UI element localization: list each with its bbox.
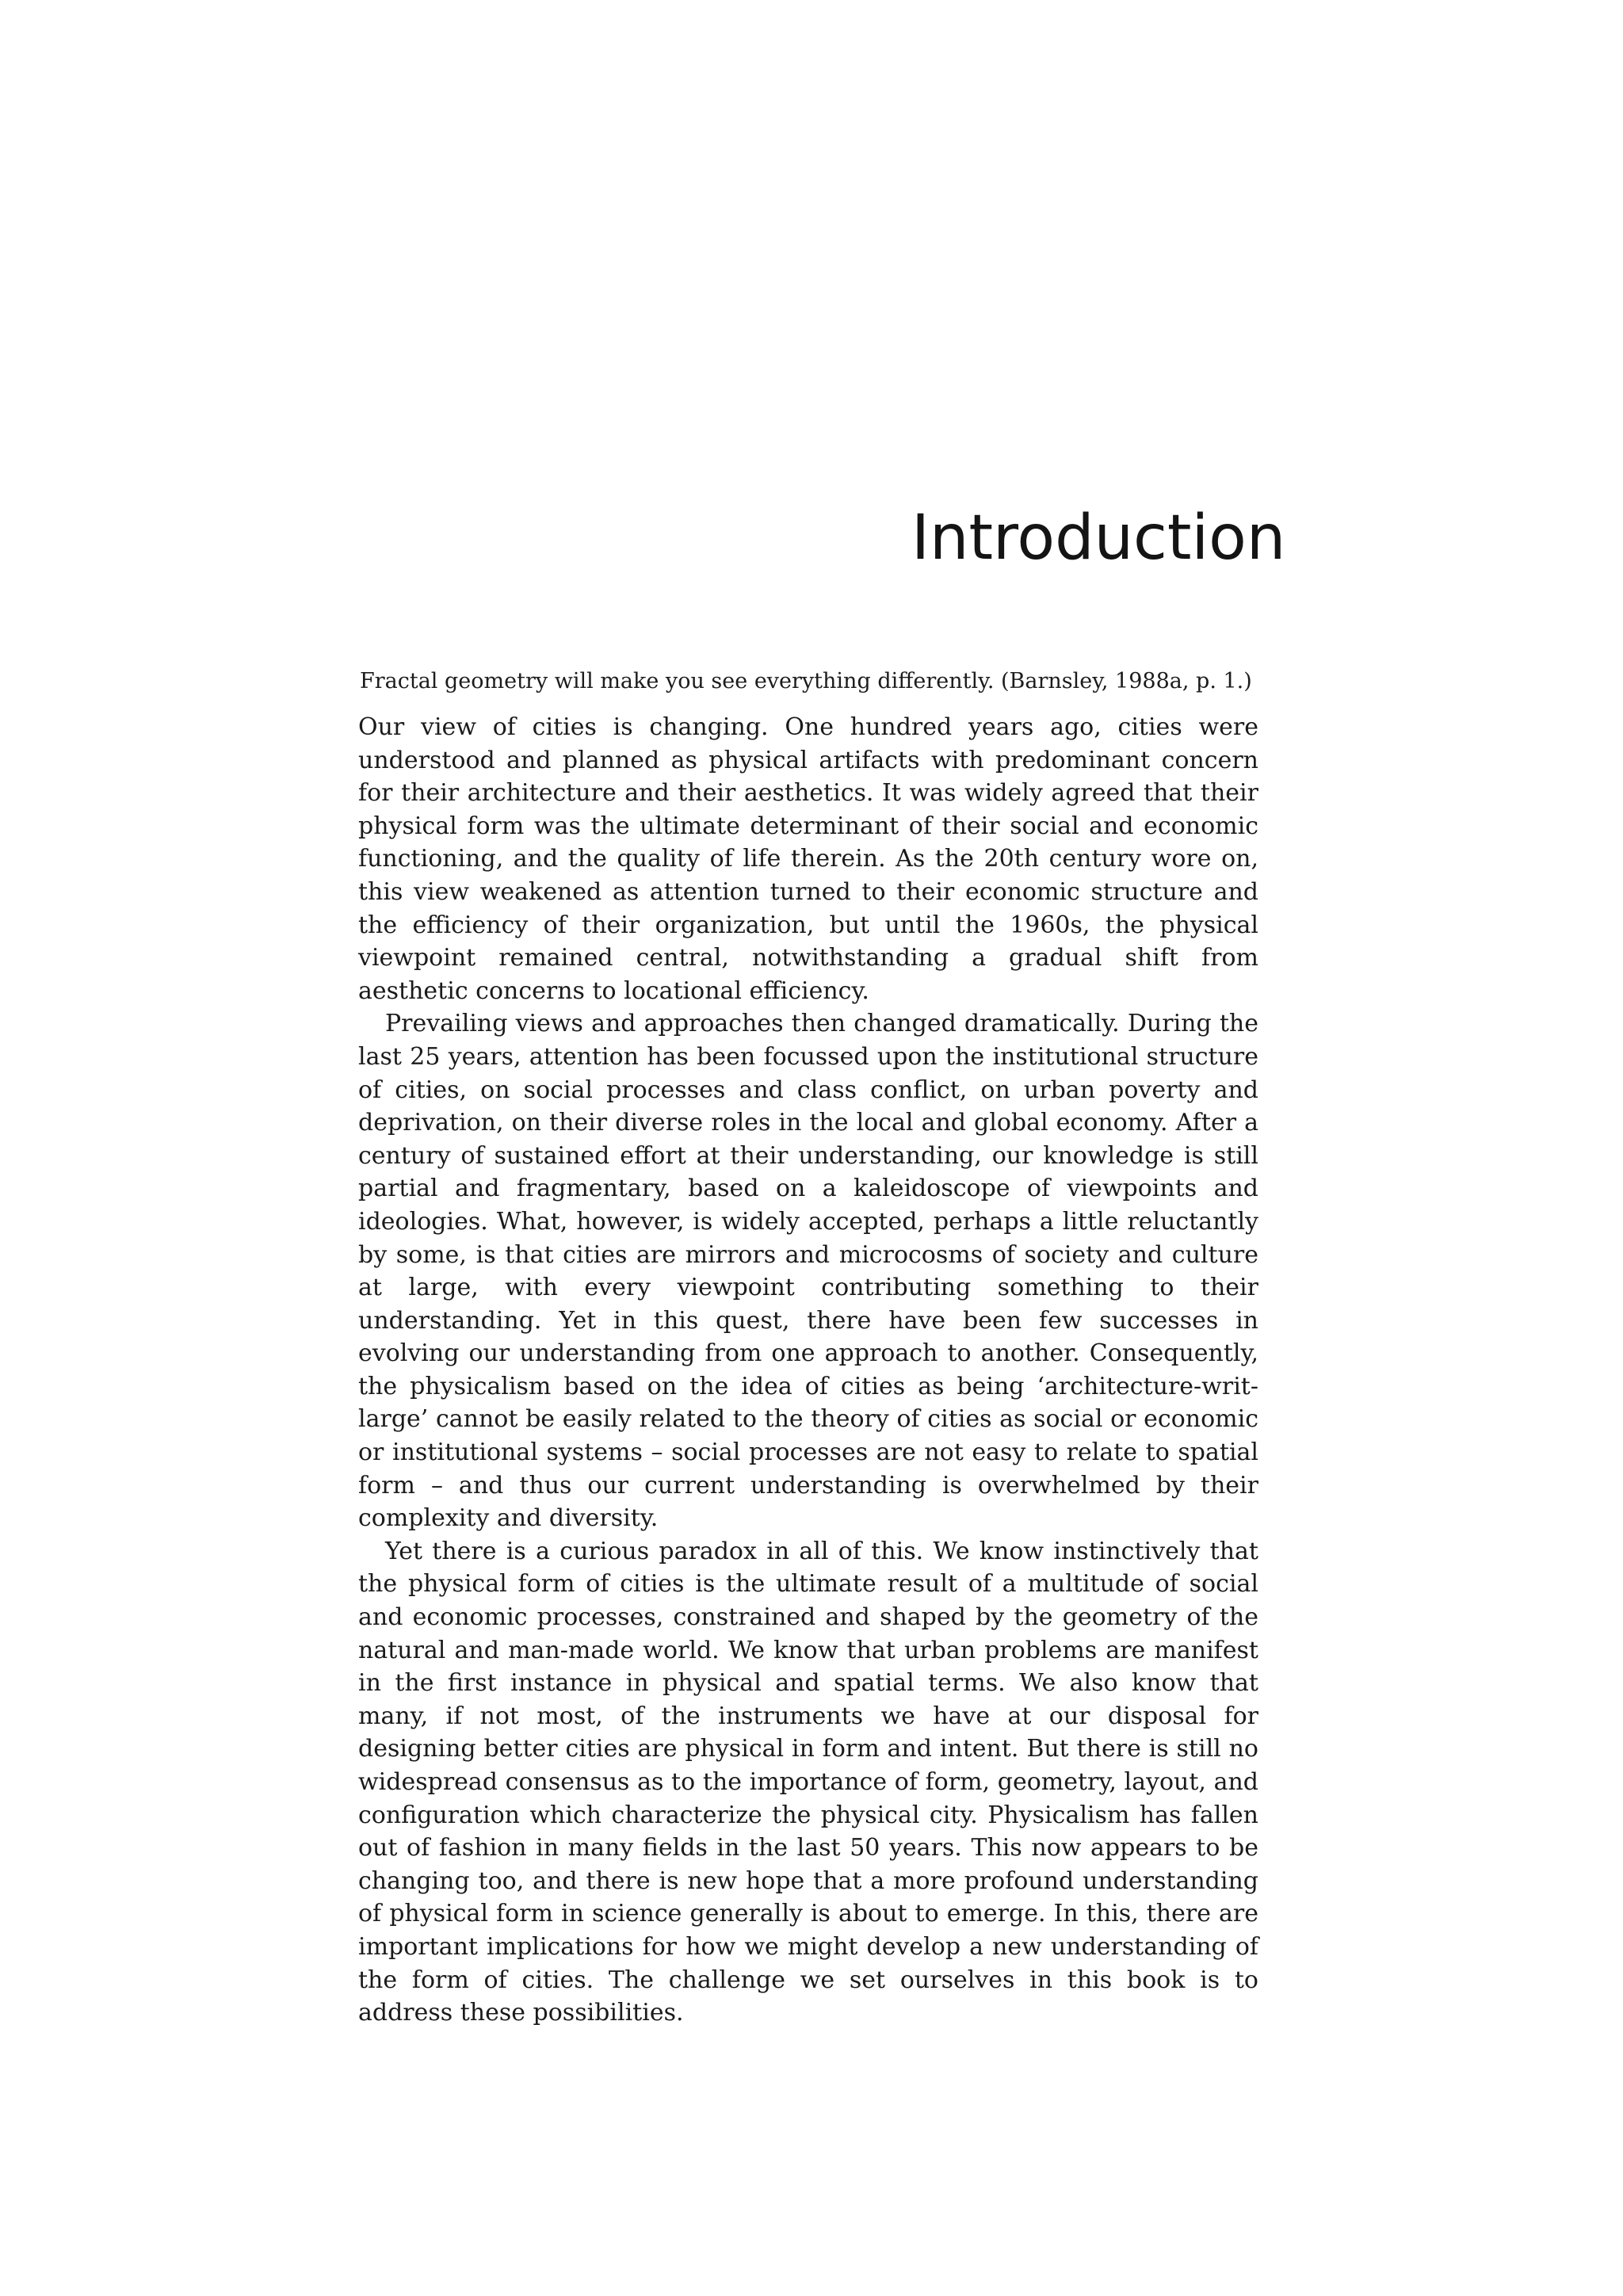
chapter-title: Introduction (911, 502, 1286, 574)
paragraph-3: Yet there is a curious paradox in all of this. We know instinctively that the physical form of cities is the ultimate result of a multitude of social and economic processes, constrained and shaped by the geometry of the natural and man-made world. We know that urban problems are manifest in the first instance in physical and spatial terms. We also know that many, if not most, of the instruments we have at our disposal for designing better cities are physical in form and intent. But there is still no widespread consensus as to the importance of form, geometry, layout, and configuration which characterize the physical city. Physicalism has fallen out of fashion in many fields in the last 50 years. This now appears to be changing too, and there is new hope that a more profound understanding of physical form in science generally is about to emerge. In this, there are important implications for how we might develop a new understanding of the form of cities. The challenge we set ourselves in this book is to address these possibilities. (358, 1537, 1258, 2027)
body-text (358, 711, 1258, 2030)
paragraph-2: Prevailing views and approaches then changed dramatically. During the last 25 years, attention has been focussed upon the institutional structure of cities, on social processes and class conflict, on urban poverty and deprivation, on their diverse roles in the local and global economy. After a century of sustained effort at their understanding, our knowledge is still partial and fragmentary, based on a kaleidoscope of viewpoints and ideologies. What, however, is widely accepted, perhaps a little reluctantly by some, is that cities are mirrors and microcosms of society and culture at large, with every viewpoint contributing something to their understanding. Yet in this quest, there have been few successes in evolving our understanding from one approach to another. Consequently, the physicalism based on the idea of cities as being ‘architecture-writ-large’ cannot be easily related to the theory of cities as social or economic or institutional systems – social processes are not easy to relate to spatial form – and thus our current understanding is overwhelmed by their complexity and diversity. (358, 1010, 1258, 1533)
epigraph-quote: Fractal geometry will make you see everything differently. (Barnsley, 1988a, p. 1.) (360, 669, 1252, 693)
paragraph-1: Our view of cities is changing. One hundred years ago, cities were understood and planned as physical artifacts with predominant concern for their architecture and their aesthetics. It was widely agreed that their physical form was the ultimate determinant of their social and economic functioning, and the quality of life therein. As the 20th century wore on, this view weakened as attention turned to their economic structure and the efficiency of their organization, but until the 1960s, the physical viewpoint remained central, notwithstanding a gradual shift from aesthetic concerns to locational efficiency. (358, 713, 1258, 1005)
